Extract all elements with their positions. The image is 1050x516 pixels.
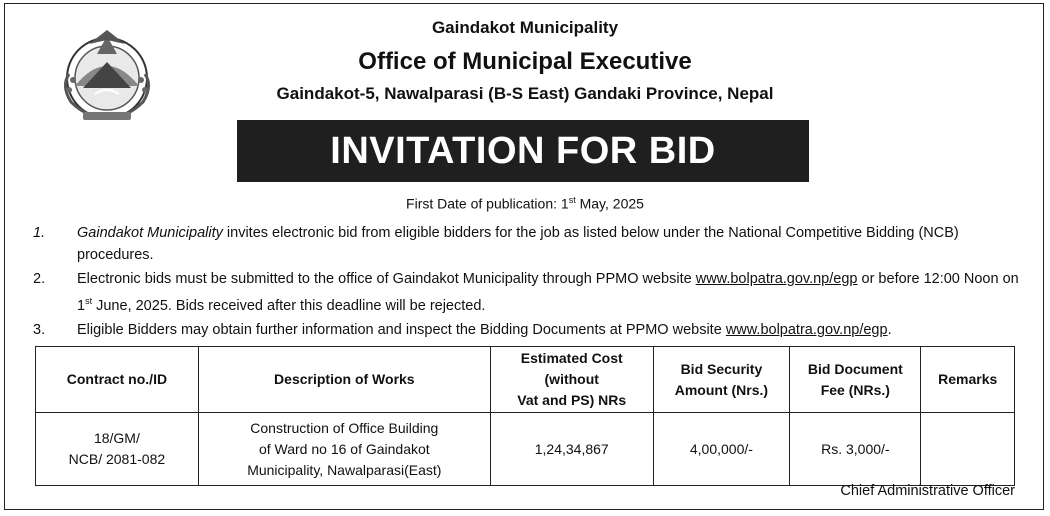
table-row xyxy=(36,413,1015,486)
col-security: Bid Security Amount (Nrs.) xyxy=(653,347,790,413)
item-number: 2. xyxy=(33,271,46,287)
col-cost: Estimated Cost (without Vat and PS) NRs xyxy=(490,347,653,413)
publication-date: First Date of publication: 1st May, 2025 xyxy=(406,195,644,212)
item-number: 1. xyxy=(33,225,46,241)
bolpatra-link[interactable]: www.bolpatra.gov.np/egp xyxy=(695,271,858,287)
cell-cost: 1,24,34,867 xyxy=(490,413,653,486)
bolpatra-link[interactable]: www.bolpatra.gov.np/egp xyxy=(725,321,888,338)
banner-title: INVITATION FOR BID xyxy=(330,129,716,172)
bid-table xyxy=(35,346,1015,486)
item-number: 3. xyxy=(33,321,46,338)
nepal-government-emblem-icon xyxy=(53,26,161,126)
instruction-list xyxy=(33,222,1023,343)
cell-contract: 18/GM/ NCB/ 2081-082 xyxy=(36,413,199,486)
notice-page xyxy=(4,3,1044,510)
cell-fee: Rs. 3,000/- xyxy=(790,413,921,486)
col-remarks: Remarks xyxy=(921,347,1015,413)
cell-remarks xyxy=(921,413,1015,486)
table-header-row xyxy=(36,347,1015,413)
list-item xyxy=(33,222,1023,266)
office-address: Gaindakot-5, Nawalparasi (B-S East) Gandaki Province, Nepal xyxy=(276,84,774,103)
item-text: Eligible Bidders may obtain further information and inspect the Bidding Documents at PPMO website www.bolpatra.gov.np/egp. xyxy=(77,321,892,338)
item-text: Electronic bids must be submitted to the office of Gaindakot Municipality through PPMO website www.bolpatra.gov.np/egp or before 12:00 Noon on 1st June, 2025. Bids received after this deadline will be rejected. xyxy=(77,271,1019,314)
col-description: Description of Works xyxy=(198,347,490,413)
item-text: Gaindakot Municipality invites electronic bid from eligible bidders for the job as listed below under the National Competitive Bidding (NCB) procedures. xyxy=(77,225,959,263)
office-title: Office of Municipal Executive xyxy=(358,48,692,75)
col-contract: Contract no./ID xyxy=(36,347,199,413)
cell-security: 4,00,000/- xyxy=(653,413,790,486)
col-fee: Bid Document Fee (NRs.) xyxy=(790,347,921,413)
notice-banner xyxy=(237,120,809,182)
organization-name: Gaindakot Municipality xyxy=(431,18,619,37)
list-item xyxy=(33,319,1023,341)
signatory-title: Chief Administrative Officer xyxy=(840,483,1015,499)
cell-description: Construction of Office Building of Ward no 16 of Gaindakot Municipality, Nawalparasi(East) xyxy=(198,413,490,486)
list-item xyxy=(33,268,1023,317)
